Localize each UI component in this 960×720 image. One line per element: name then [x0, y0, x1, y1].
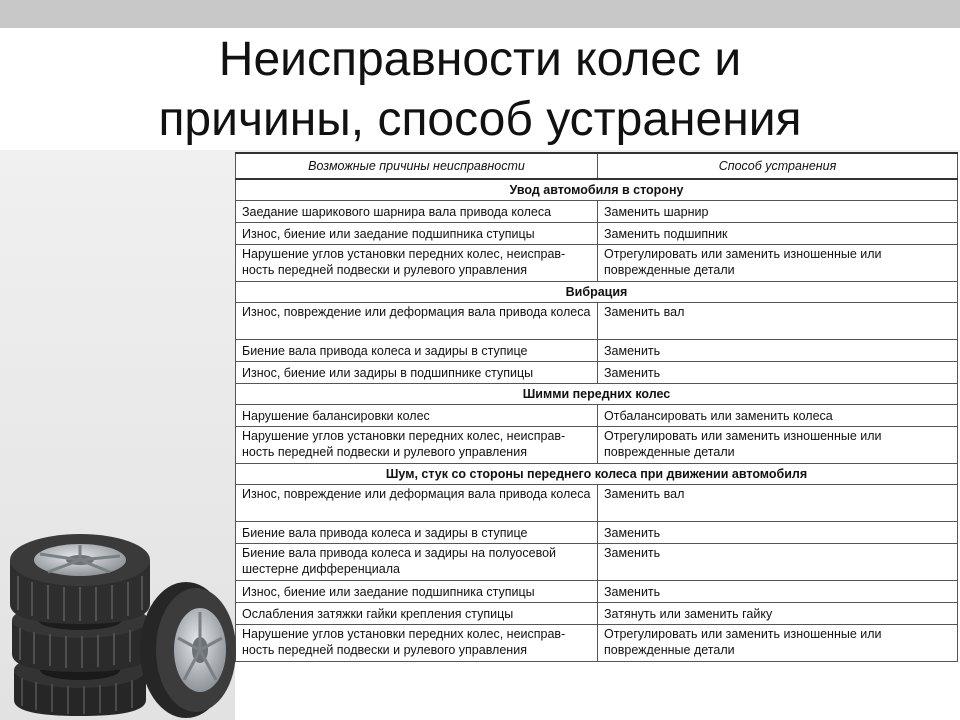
fix-cell: Заменить вал: [598, 303, 958, 340]
header-fix: Способ устранения: [598, 153, 958, 179]
fix-cell: Отрегулировать или заменить изношенные или поврежденные детали: [598, 245, 958, 282]
table-header-row: [236, 153, 958, 179]
table-row: [236, 544, 958, 581]
table-row: [236, 223, 958, 245]
table-row: [236, 362, 958, 384]
header-causes: Возможные причины неисправности: [236, 153, 598, 179]
table-row: [236, 625, 958, 662]
table-row: [236, 303, 958, 340]
table-row: [236, 581, 958, 603]
cause-cell: Износ, биение или заедание подшипника ступицы: [236, 581, 598, 603]
title-line-2: причины, способ устранения: [158, 93, 802, 146]
fix-cell: Отрегулировать или заменить изношенные или поврежденные детали: [598, 427, 958, 464]
fix-cell: Отбалансировать или заменить колеса: [598, 405, 958, 427]
fix-cell: Заменить вал: [598, 485, 958, 522]
fix-cell: Отрегулировать или заменить изношенные или поврежденные детали: [598, 625, 958, 662]
section-title: Увод автомобиля в сторону: [236, 179, 958, 201]
table-row: [236, 340, 958, 362]
fault-table: [235, 152, 958, 662]
table-row: [236, 427, 958, 464]
cause-cell: Биение вала привода колеса и задиры на полуосевой шестерне дифференциала: [236, 544, 598, 581]
fix-cell: Заменить: [598, 544, 958, 581]
tire-stack-icon: [0, 520, 240, 720]
table-row: [236, 603, 958, 625]
table-row: [236, 201, 958, 223]
section-header: [236, 282, 958, 303]
fix-cell: Затянуть или заменить гайку: [598, 603, 958, 625]
fix-cell: Заменить шарнир: [598, 201, 958, 223]
section-title: Шум, стук со стороны переднего колеса при движении автомобиля: [236, 464, 958, 485]
section-title: Вибрация: [236, 282, 958, 303]
cause-cell: Нарушение углов установки передних колес, неисправ-ность передней подвески и рулевого управления: [236, 245, 598, 282]
tire-icon: [10, 534, 150, 624]
cause-cell: Заедание шарикового шарнира вала привода колеса: [236, 201, 598, 223]
fix-cell: Заменить подшипник: [598, 223, 958, 245]
section-header: [236, 384, 958, 405]
cause-cell: Биение вала привода колеса и задиры в ступице: [236, 340, 598, 362]
cause-cell: Износ, биение или заедание подшипника ступицы: [236, 223, 598, 245]
table-row: [236, 245, 958, 282]
fix-cell: Заменить: [598, 362, 958, 384]
section-title: Шимми передних колес: [236, 384, 958, 405]
cause-cell: Нарушение углов установки передних колес, неисправ-ность передней подвески и рулевого управления: [236, 427, 598, 464]
fault-table-container: [235, 152, 960, 720]
fix-cell: Заменить: [598, 522, 958, 544]
cause-cell: Износ, повреждение или деформация вала привода колеса: [236, 485, 598, 522]
section-header: [236, 179, 958, 201]
cause-cell: Биение вала привода колеса и задиры в ступице: [236, 522, 598, 544]
cause-cell: Износ, повреждение или деформация вала привода колеса: [236, 303, 598, 340]
top-bar: [0, 0, 960, 28]
title-line-1: Неисправности колес и: [218, 33, 742, 86]
fix-cell: Заменить: [598, 340, 958, 362]
table-row: [236, 485, 958, 522]
fix-cell: Заменить: [598, 581, 958, 603]
table-row: [236, 522, 958, 544]
tire-icon: [140, 582, 236, 718]
table-row: [236, 405, 958, 427]
cause-cell: Нарушение углов установки передних колес, неисправ-ность передней подвески и рулевого управления: [236, 625, 598, 662]
cause-cell: Износ, биение или задиры в подшипнике ступицы: [236, 362, 598, 384]
cause-cell: Ослабления затяжки гайки крепления ступицы: [236, 603, 598, 625]
cause-cell: Нарушение балансировки колес: [236, 405, 598, 427]
slide-title: [0, 30, 960, 150]
section-header: [236, 464, 958, 485]
